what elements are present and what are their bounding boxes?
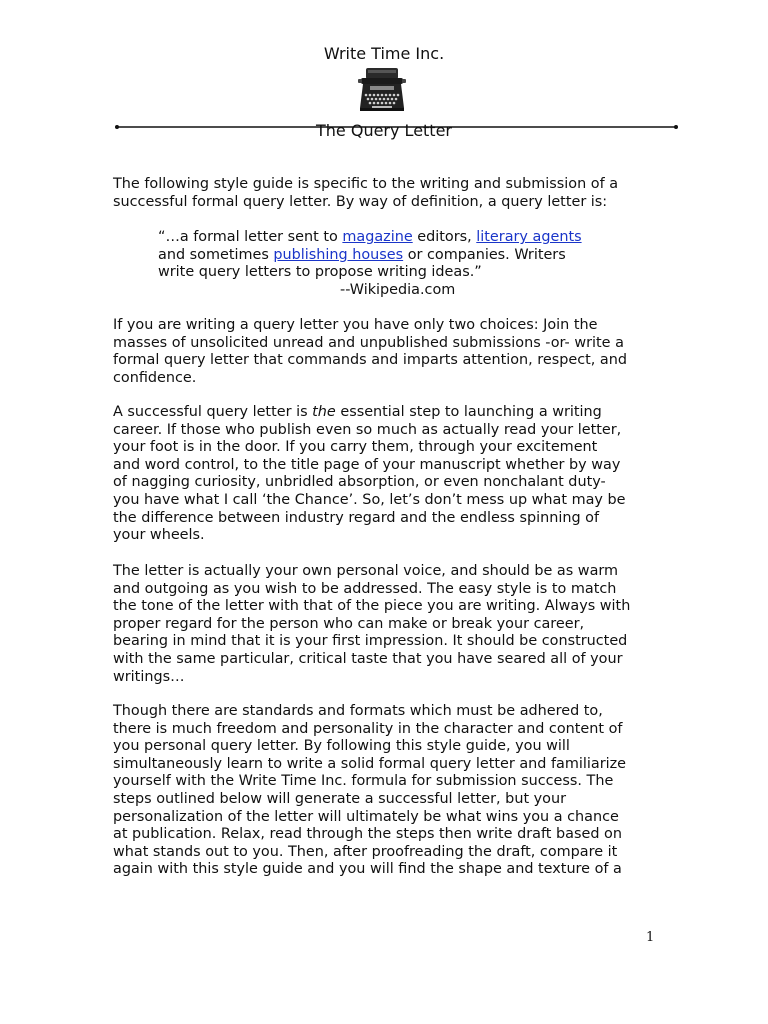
text-line: simultaneously learn to write a solid formal query letter and familiarize bbox=[113, 755, 627, 772]
text-line: you have what I call ‘the Chance’. So, let’s don’t mess up what may be bbox=[113, 491, 626, 508]
standards-paragraph bbox=[113, 703, 663, 879]
text-line: confidence. bbox=[113, 369, 197, 386]
wikipedia-quote bbox=[158, 229, 628, 299]
text-line: The following style guide is specific to the writing and submission of a bbox=[113, 176, 619, 192]
text-line: steps outlined below will generate a successful letter, but your bbox=[113, 790, 567, 807]
text-line: the difference between industry regard and the endless spinning of bbox=[113, 509, 600, 526]
document-title: The Query Letter bbox=[316, 121, 452, 140]
text-line: there is much freedom and personality in the character and content of bbox=[113, 720, 623, 737]
link-magazine[interactable]: magazine bbox=[342, 229, 413, 245]
essential-paragraph bbox=[113, 404, 663, 545]
text-line: and outgoing as you wish to be addressed. The easy style is to match bbox=[113, 580, 617, 597]
text-line: with the same particular, critical taste that you have seared all of your bbox=[113, 650, 623, 667]
text-line: yourself with the Write Time Inc. formula for submission success. The bbox=[113, 773, 614, 790]
text-line: Though there are standards and formats which must be adhered to, bbox=[113, 703, 603, 719]
quote-text: editors, bbox=[412, 229, 477, 245]
text-line: at publication. Relax, read through the steps then write draft based on bbox=[113, 826, 622, 843]
text-line: of nagging curiosity, unbridled absorption, or even nonchalant duty- bbox=[113, 474, 606, 491]
text-line: and word control, to the title page of your manuscript whether by way bbox=[113, 456, 621, 473]
page-number: 1 bbox=[646, 930, 655, 945]
text-line: your foot is in the door. If you carry them, through your excitement bbox=[113, 439, 598, 456]
text-span: essential step to launching a writing bbox=[335, 404, 602, 420]
choices-paragraph bbox=[113, 317, 663, 387]
emphasis-text: the bbox=[312, 404, 336, 420]
quote-line bbox=[158, 229, 628, 247]
voice-paragraph bbox=[113, 563, 663, 686]
text-span: A successful query letter is bbox=[113, 404, 313, 420]
quote-line bbox=[158, 247, 628, 265]
text-line: you personal query letter. By following this style guide, you will bbox=[113, 738, 570, 755]
quote-text: or companies. Writers bbox=[403, 246, 566, 263]
text-line: what stands out to you. Then, after proofreading the draft, compare it bbox=[113, 843, 618, 860]
quote-line: write query letters to propose writing ideas.” bbox=[158, 264, 482, 281]
text-line: If you are writing a query letter you have only two choices: Join the bbox=[113, 317, 598, 333]
text-line: career. If those who publish even so much as actually read your letter, bbox=[113, 421, 622, 438]
typewriter-icon bbox=[358, 66, 406, 112]
text-line: masses of unsolicited unread and unpublished submissions -or- write a bbox=[113, 334, 624, 351]
text-line: your wheels. bbox=[113, 527, 205, 544]
header-divider bbox=[115, 114, 678, 118]
text-line: successful formal query letter. By way of definition, a query letter is: bbox=[113, 193, 608, 210]
link-publishing-houses[interactable]: publishing houses bbox=[273, 246, 404, 263]
intro-paragraph bbox=[113, 176, 663, 211]
text-line: writings… bbox=[113, 668, 185, 685]
text-line bbox=[113, 404, 663, 422]
text-line: formal query letter that commands and imparts attention, respect, and bbox=[113, 352, 627, 369]
company-name: Write Time Inc. bbox=[323, 44, 445, 63]
quote-text: “…a formal letter sent to bbox=[158, 229, 343, 245]
quote-text: and sometimes bbox=[158, 246, 274, 263]
text-line: the tone of the letter with that of the piece you are writing. Always with bbox=[113, 598, 631, 615]
text-line: The letter is actually your own personal voice, and should be as warm bbox=[113, 563, 619, 579]
text-line: again with this style guide and you will find the shape and texture of a bbox=[113, 861, 622, 878]
text-line: proper regard for the person who can make or break your career, bbox=[113, 615, 585, 632]
link-literary-agents[interactable]: literary agents bbox=[476, 229, 582, 245]
text-line: bearing in mind that it is your first impression. It should be constructed bbox=[113, 633, 628, 650]
text-line: personalization of the letter will ultimately be what wins you a chance bbox=[113, 808, 619, 825]
quote-attribution: --Wikipedia.com bbox=[340, 281, 456, 298]
